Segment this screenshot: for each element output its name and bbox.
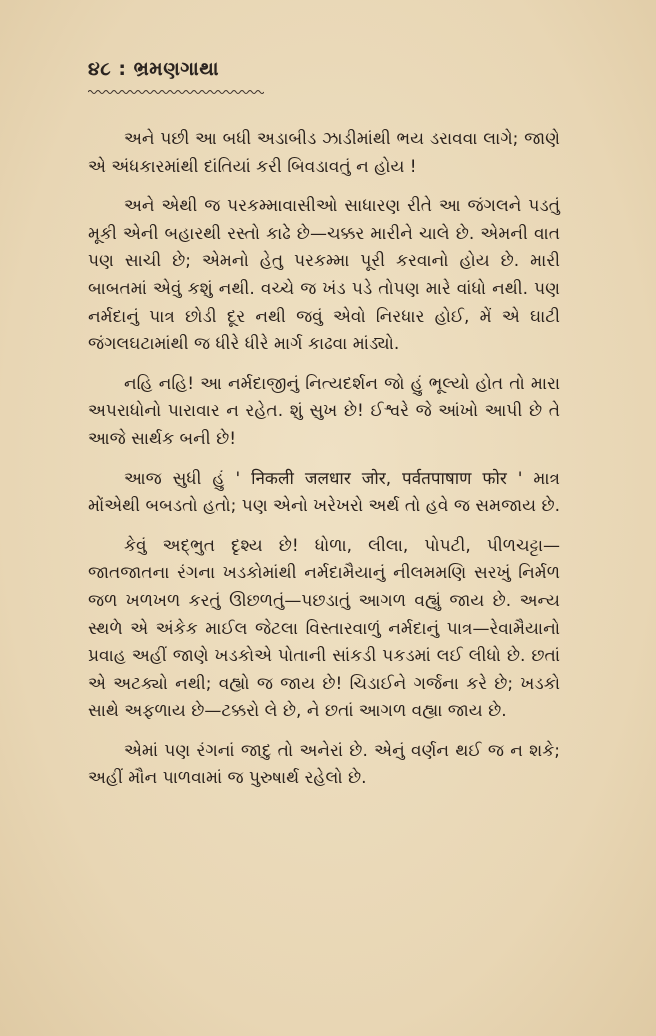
header-title-line (88, 58, 388, 80)
paragraph-3: નહિ નહિ! આ નર્મદાજીનું નિત્યદર્શન જો હું ભૂલ્યો હોત તો મારા અપરાધોનો પારાવાર ન રહેત. શું સુખ છે! ઈશ્વરે જે આંખો આપી છે તે આજે સાર્થક બની છે! (88, 373, 560, 449)
body-text (88, 126, 560, 805)
header-separator: : (118, 58, 127, 80)
paragraph-5: કેવું અદ્ભુત દૃશ્ય છે! ધોળા, લીલા, પોપટી, પીળચટ્ટા—જાતજાતના રંગના ખડકોમાંથી નર્મદામૈયાનું નીલમમણિ સરખું નિર્મળ જળ ખળખળ કરતું ઊછળતું—પછડાતું આગળ વહ્યું જાય છે. અન્ય સ્થળે એ અંકેક માઈલ જેટલા વિસ્તારવાળું નર્મદાનું પાત્ર—રેવામૈયાનો પ્રવાહ અહીં જાણે ખડકોએ પોતાની સાંકડી પકડમાં લઈ લીધો છે. છતાં એ અટક્યો નથી; વહ્યો જ જાય છે! ચિડાઈને ગર્જના કરે છે; ખડકો સાથે અફળાય છે—ટક્કરો લે છે, ને છતાં આગળ વહ્યા જાય છે. (88, 535, 560, 722)
book-title: ભ્રમણગાથા (133, 58, 220, 80)
running-header (88, 58, 388, 99)
paragraph-2: અને એથી જ પરકમ્માવાસીઓ સાધારણ રીતે આ જંગલને પડતું મૂકી એની બહારથી રસ્તો કાઢે છે—ચક્કર મારીને ચાલે છે. એમની વાત પણ સાચી છે; એમનો હેતુ પરકમ્મા પૂરી કરવાનો હોય છે. મારી બાબતમાં એવું કશું નથી. વચ્ચે જ ખંડ પડે તોપણ મારે વાંધો નથી. પણ નર્મદાનું પાત્ર છોડી દૂર નથી જવું એવો નિરધાર હોઈ, મેં એ ઘાટી જંગલઘટામાંથી જ ધીરે ધીરે માર્ગ કાઢવા માંડ્યો. (88, 196, 560, 355)
page-number: ૪૮ (88, 58, 112, 80)
wavy-underline (88, 89, 264, 95)
paragraph-6: એમાં પણ રંગનાં જાદુ તો અનેરાં છે. એનું વર્ણન થઈ જ ન શકે; અહીં મૌન પાળવામાં જ પુરુષાર્થ રહેલો છે. (88, 740, 560, 789)
paragraph-4: આજ સુધી હું ' निकली जलधार जोर, पर्वतपाषाण फोर ' માત્ર મોંએથી બબડતો હતો; પણ એનો ખરેખરો અર્થ તો હવે જ સમજાય છે. (88, 468, 561, 517)
paragraph-1: અને પછી આ બધી અડાબીડ ઝાડીમાંથી ભય ડરાવવા લાગે; જાણે એ અંધકારમાંથી દાંતિયાં કરી બિવડાવતું ન હોય ! (88, 129, 560, 177)
